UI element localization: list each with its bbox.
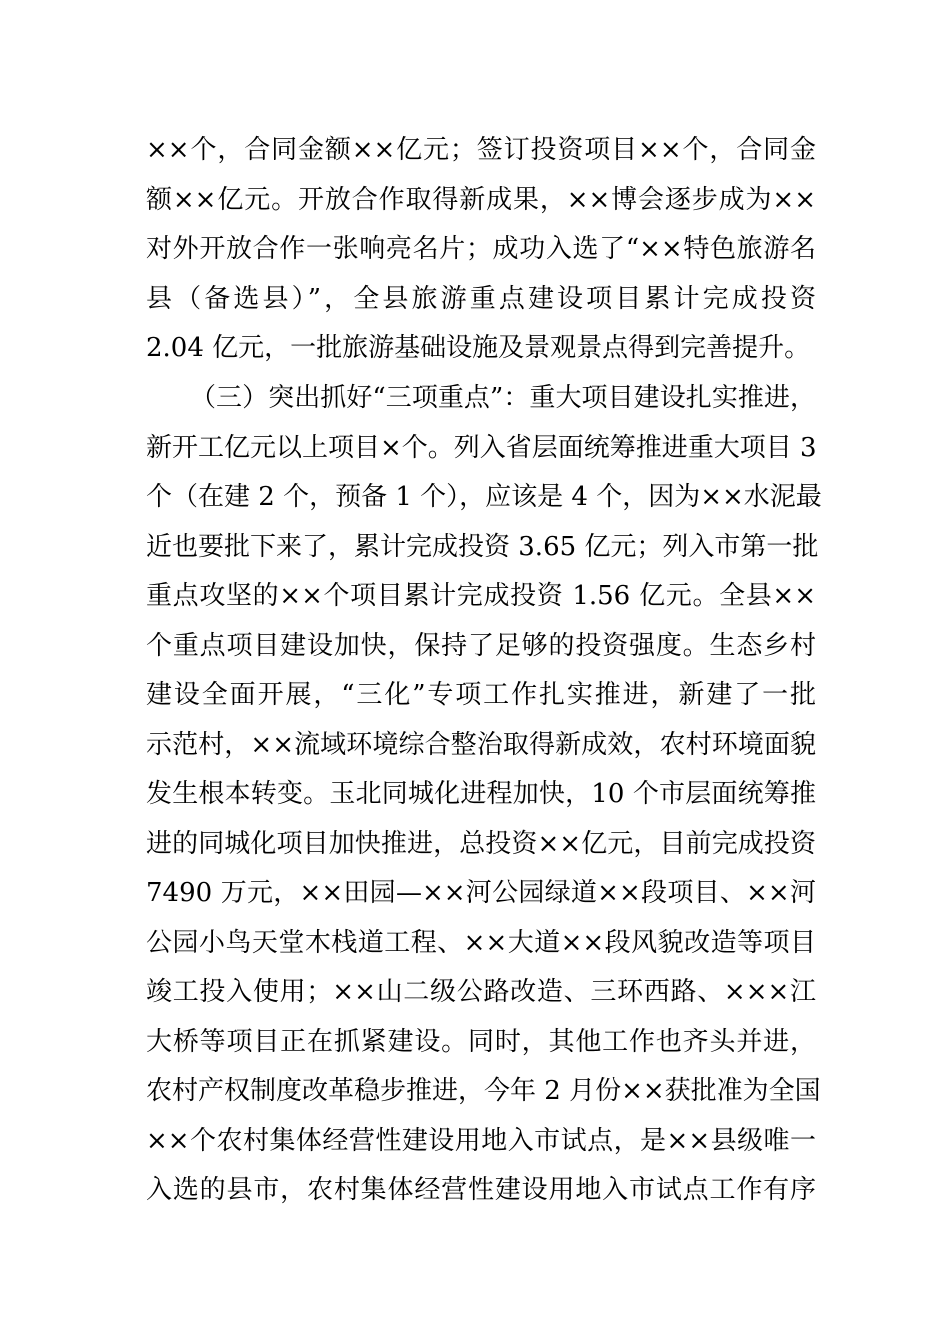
text-line: 进的同城化项目加快推进，总投资××亿元，目前完成投资 [146, 828, 816, 859]
text-line: 7490 万元，××田园—××河公园绿道××段项目、××河 [146, 878, 816, 908]
text-line: 县（备选县）”，全县旅游重点建设项目累计完成投资 [146, 283, 816, 314]
text-line: 公园小鸟天堂木栈道工程、××大道××段风貌改造等项目 [146, 927, 816, 958]
text-line: 大桥等项目正在抓紧建设。同时，其他工作也齐头并进， [146, 1026, 816, 1057]
text-line: 竣工投入使用；××山二级公路改造、三环西路、×××江 [146, 977, 816, 1007]
text-line: 对外开放合作一张响亮名片；成功入选了“××特色旅游名 [146, 234, 816, 264]
paragraph-investment-results [146, 126, 816, 374]
paragraph-three-priorities [146, 374, 822, 1216]
text-line: 重点攻坚的××个项目累计完成投资 1.56 亿元。全县×× [146, 581, 816, 611]
text-line: 近也要批下来了，累计完成投资 3.65 亿元；列入市第一批 [146, 531, 819, 562]
text-line: 2.04 亿元，一批旅游基础设施及景观景点得到完善提升。 [146, 333, 811, 363]
text-line: 新开工亿元以上项目×个。列入省层面统筹推进重大项目 3 [146, 432, 817, 463]
text-line: ××个农村集体经营性建设用地入市试点，是××县级唯一 [146, 1125, 816, 1156]
text-line: 入选的县市，农村集体经营性建设用地入市试点工作有序 [146, 1175, 816, 1205]
text-line: 发生根本转变。玉北同城化进程加快，10 个市层面统筹推 [146, 779, 816, 809]
text-line: 示范村，××流域环境综合整治取得新成效，农村环境面貌 [146, 729, 816, 760]
text-line: 农村产权制度改革稳步推进，今年 2 月份××获批准为全国 [146, 1076, 821, 1106]
text-line: 个（在建 2 个，预备 1 个），应该是 4 个，因为××水泥最 [146, 482, 822, 512]
text-line: 额××亿元。开放合作取得新成果，××博会逐步成为×× [146, 184, 816, 215]
text-line: ××个，合同金额××亿元；签订投资项目××个，合同金 [146, 135, 816, 165]
text-line: 个重点项目建设加快，保持了足够的投资强度。生态乡村 [146, 630, 816, 661]
text-line: 建设全面开展，“三化”专项工作扎实推进，新建了一批 [146, 680, 816, 710]
text-line-indented: （三）突出抓好“三项重点”：重大项目建设扎实推进， [190, 383, 816, 413]
